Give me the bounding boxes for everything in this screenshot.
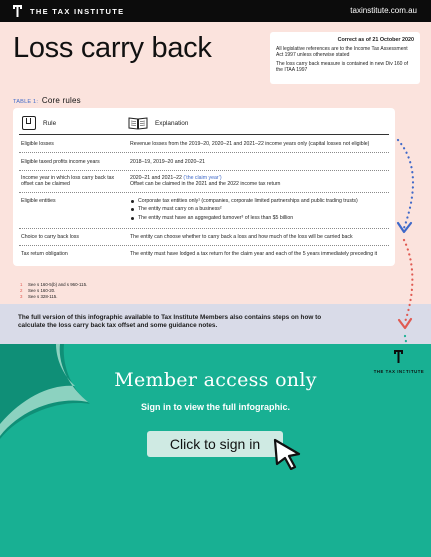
footnote-text: See s 328-115. — [28, 294, 58, 299]
table-row — [19, 246, 389, 263]
core-rules-table — [13, 108, 395, 266]
rule-cell: Eligible entities — [21, 198, 56, 204]
member-access-subtitle: Sign in to view the full infographic. — [140, 402, 290, 412]
table-row — [19, 136, 389, 153]
pointer-cursor-icon — [272, 438, 304, 470]
site-url-link[interactable]: taxinstitute.com.au — [350, 6, 417, 15]
column-label-rule: Rule — [43, 119, 57, 127]
table-row — [19, 171, 389, 193]
list-item: Corporate tax entities only¹ (companies, corporate limited partnerships and public trading trusts) — [130, 198, 387, 204]
footnote-text: See s 160-20. — [28, 288, 56, 293]
header-divider — [19, 134, 389, 135]
org-name: THE TAX INSTITUTE — [30, 7, 125, 16]
correct-as-of-date: Correct as of 21 October 2020 — [337, 37, 414, 43]
table-caption — [13, 96, 81, 105]
rule-cell: Income year in which loss carry back tax offset can be claimed — [21, 175, 115, 188]
tax-institute-logo-icon — [394, 350, 403, 363]
explanation-cell: The entity must have lodged a tax return for the claim year and each of the 5 years immediately preceding it — [130, 251, 378, 257]
rule-cell: Choice to carry back loss — [21, 234, 79, 240]
rule-cell: Eligible taxed profits income years — [21, 159, 100, 165]
rule-icon — [22, 116, 36, 130]
claim-years-text: 2020–21 and 2021–22 — [130, 175, 182, 181]
list-item: The entity must have an aggregated turnover³ of less than $5 billion — [130, 215, 387, 221]
footnote-number: 3 — [20, 294, 23, 299]
column-label-explanation: Explanation — [155, 119, 189, 127]
open-book-icon — [128, 116, 148, 130]
column-header-rule — [22, 114, 56, 132]
rule-cell: Eligible losses — [21, 141, 54, 147]
offset-claim-text: Offset can be claimed in the 2021 and the 2022 income tax return — [130, 181, 281, 188]
member-access-title: Member access only — [114, 369, 317, 391]
page-title: Loss carry back — [13, 32, 212, 64]
list-item: The entity must carry on a business² — [130, 206, 387, 212]
footnote-text: See s 160-5(b) and s 960-115. — [28, 282, 88, 287]
top-bar — [0, 0, 431, 22]
explanation-cell: 2018–19, 2019–20 and 2020–21 — [130, 159, 206, 165]
notice-box — [270, 32, 420, 84]
explanation-cell: Revenue losses from the 2019–20, 2020–21 and 2021–22 income years only (capital losses not eligible) — [130, 141, 370, 147]
table-caption-label: TABLE 1: — [13, 99, 39, 105]
table-row — [19, 229, 389, 246]
explanation-cell — [130, 175, 387, 188]
footnotes — [20, 282, 87, 300]
table-row — [19, 153, 389, 171]
eligible-entities-list — [130, 198, 387, 223]
rule-cell: Tax return obligation — [21, 251, 68, 257]
table-row — [19, 193, 389, 229]
column-header-explanation — [128, 114, 188, 132]
notice-division-reference: The loss carry back measure is contained in new Div 160 of the ITAA 1997 — [276, 61, 409, 73]
footnote-number: 2 — [20, 288, 23, 293]
members-info-text: The full version of this infographic available to Tax Institute Members also contains steps on how to calculate the loss carry back tax offset and some guidance notes. — [18, 314, 322, 329]
notice-legislative-reference: All legislative references are to the Income Tax Assessment Act 1997 unless otherwise stated — [276, 46, 408, 58]
logo-text: THE TAX INSTITUTE — [373, 369, 425, 374]
table-caption-title: Core rules — [41, 96, 81, 105]
tax-institute-logo-icon — [13, 5, 22, 17]
sign-in-button[interactable]: Click to sign in — [147, 431, 283, 457]
claim-year-highlight: (‘the claim year’) — [183, 175, 222, 181]
footnote — [20, 294, 87, 300]
footnote-number: 1 — [20, 282, 23, 287]
explanation-cell: The entity can choose whether to carry back a loss and how much of the loss will be carried back — [130, 234, 353, 240]
